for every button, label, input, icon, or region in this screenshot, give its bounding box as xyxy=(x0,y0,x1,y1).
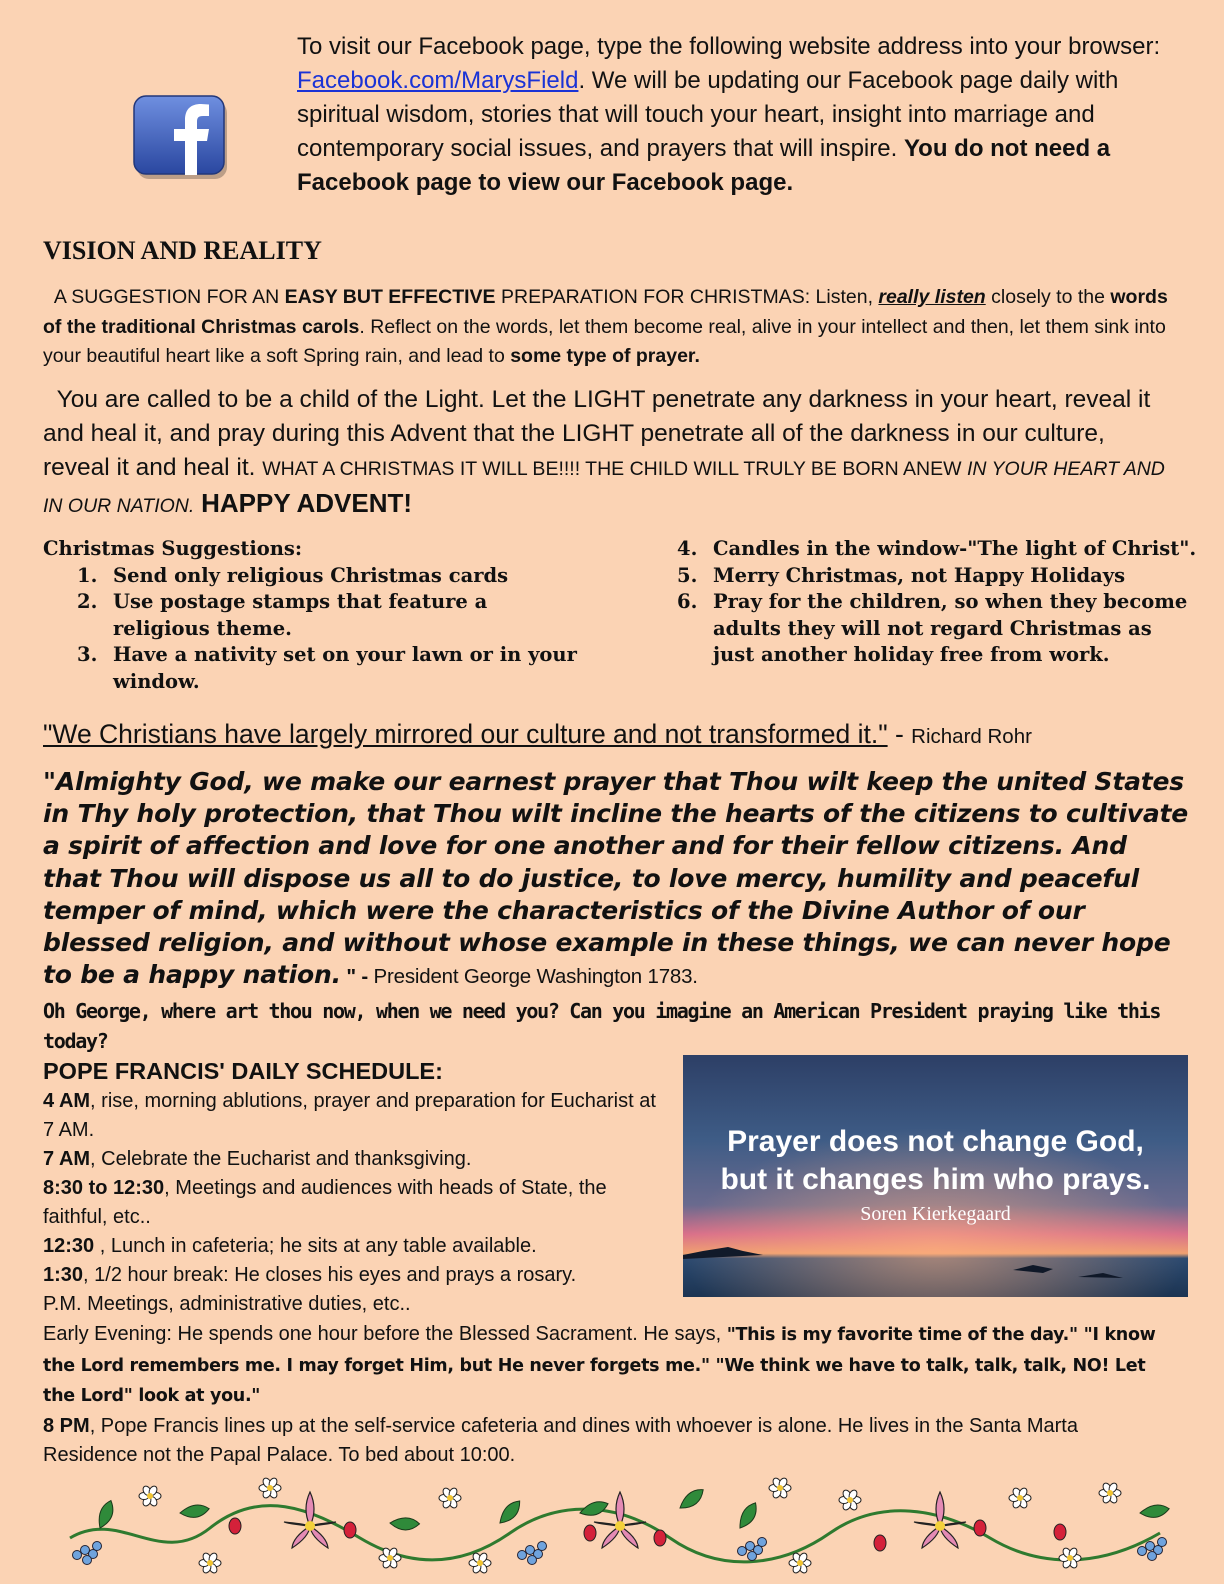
washington-prayer xyxy=(43,766,1193,993)
item-text: Merry Christmas, not Happy Holidays xyxy=(713,563,1126,587)
suggestions-title: Christmas Suggestions: xyxy=(43,537,303,560)
leaf xyxy=(580,1498,608,1518)
schedule-time: 7 AM xyxy=(43,1148,91,1170)
daisy-flower xyxy=(839,1489,861,1512)
facebook-bold-note: You do not need a Facebook page to view our Facebook page. xyxy=(297,135,1111,196)
pope-sayings: "This is my favorite time of the day." "I know the Lord remembers me. I may forget Him, but He never forgets me." "We think we have to talk, talk, talk, NO! Let the Lord" look at you." xyxy=(43,1325,1156,1406)
daisy-flower xyxy=(199,1552,221,1575)
item-number: 2. xyxy=(77,590,98,613)
close-quote: " xyxy=(340,965,356,989)
red-berry xyxy=(974,1520,986,1536)
prayer-text: "Almighty God, we make our earnest prayer that Thou wilt keep the united States in Thy holy protection, that Thou wilt incline the hearts of the citizens to cultivate a spirit of affection and love for one another and for their fellow citizens. And that Thou will dispose us all to do justice, to love mercy, humility and peaceful temper of mind, which were the characteristics of the Divine Author of our blessed religion, and without whose example in these things, we can never hope to be a happy nation. xyxy=(43,767,1189,990)
facebook-notice xyxy=(297,30,1177,200)
text-run: EASY BUT EFFECTIVE xyxy=(284,286,496,308)
daisy-flower xyxy=(1009,1487,1031,1510)
image-quote-line1: Prayer does not change God, xyxy=(727,1125,1144,1158)
blueberry xyxy=(73,1551,82,1560)
floral-border-decoration xyxy=(60,1468,1170,1578)
schedule-entry xyxy=(43,1145,668,1174)
item-text: Have a nativity set on your lawn or in your window. xyxy=(113,643,577,693)
item-text: Use postage stamps that feature a religious theme. xyxy=(113,590,488,640)
daisy-flower xyxy=(439,1487,461,1510)
blueberry xyxy=(1148,1552,1157,1561)
schedule-entry xyxy=(43,1087,668,1145)
blueberry xyxy=(83,1556,92,1565)
schedule-entry xyxy=(43,1261,668,1290)
list-item xyxy=(43,642,583,695)
item-number: 3. xyxy=(77,643,98,666)
text-run: words of the traditional Christmas carols xyxy=(43,286,1168,338)
blueberry xyxy=(748,1552,757,1561)
schedule-time: 1:30 xyxy=(43,1264,84,1286)
item-number: 1. xyxy=(77,563,98,587)
daisy-flower xyxy=(259,1477,281,1500)
daisy-flower xyxy=(769,1477,791,1500)
kierkegaard-quote-image xyxy=(683,1055,1188,1297)
schedule-text: , Meetings and audiences with heads of State, the faithful, etc.. xyxy=(43,1177,607,1228)
facebook-icon[interactable] xyxy=(133,95,229,179)
red-berry xyxy=(229,1518,241,1534)
blueberry xyxy=(1138,1547,1147,1556)
leaf xyxy=(733,1502,763,1528)
leaf xyxy=(390,1510,420,1536)
blueberry xyxy=(738,1547,747,1556)
daisy-flower xyxy=(789,1552,811,1575)
leaf xyxy=(677,1489,705,1509)
schedule-time: 8 PM xyxy=(43,1414,90,1437)
text-run: some type of prayer. xyxy=(510,345,700,367)
text-run: . Reflect on the words, let them become real, alive in your intellect and then, let them sink into your beautiful heart like a soft Spring rain, and lead to xyxy=(43,315,1166,367)
text-run: really listen xyxy=(878,286,986,308)
list-item xyxy=(677,536,1197,563)
schedule-text: , Lunch in cafeteria; he sits at any table available. xyxy=(94,1235,537,1257)
facebook-intro-text: To visit our Facebook page, type the following website address into your browser: xyxy=(297,33,1161,60)
blueberry xyxy=(518,1551,527,1560)
vision-heading: VISION AND REALITY xyxy=(43,236,322,265)
leaf xyxy=(1140,1499,1170,1522)
text-run: closely to the xyxy=(985,286,1111,308)
attribution-dash: - xyxy=(355,965,374,989)
list-item xyxy=(677,589,1197,669)
schedule-entry xyxy=(43,1174,668,1232)
leaf xyxy=(91,1500,121,1529)
blueberry xyxy=(93,1542,102,1551)
schedule-entry xyxy=(43,1232,668,1261)
red-berry xyxy=(874,1535,886,1551)
schedule-evening xyxy=(43,1320,1168,1412)
daisy-flower xyxy=(139,1485,161,1508)
pope-schedule xyxy=(43,1055,668,1319)
carols-suggestion-paragraph xyxy=(43,283,1173,372)
leaf xyxy=(180,1499,210,1522)
blueberry xyxy=(528,1556,537,1565)
christmas-suggestions-right xyxy=(677,536,1197,669)
schedule-text: , rise, morning ablutions, prayer and preparation for Eucharist at 7 AM. xyxy=(43,1090,656,1141)
item-number: 5. xyxy=(677,563,698,587)
item-text: Candles in the window-"The light of Christ". xyxy=(713,537,1197,560)
rohr-quote xyxy=(43,716,1193,755)
happy-advent-text: HAPPY ADVENT! xyxy=(201,488,413,518)
quote-author: Richard Rohr xyxy=(911,725,1032,748)
schedule-text: , Pope Francis lines up at the self-service cafeteria and dines with whoever is alone. He lives in the Santa Marta Residence not the Papal Palace. To bed about 10:00. xyxy=(43,1414,1078,1466)
text-run: You are called to be a child of the Light. Let the LIGHT penetrate any darkness in your heart, reveal it and heal it, and pray during this Advent that the LIGHT penetrate all of the darkness in our culture, reveal it and heal it. xyxy=(43,386,1151,481)
item-text: Send only religious Christmas cards xyxy=(113,563,509,587)
schedule-text: , Celebrate the Eucharist and thanksgiving. xyxy=(90,1148,472,1170)
text-run: A SUGGESTION FOR AN xyxy=(53,286,285,308)
evening-text: Early Evening: He spends one hour before the Blessed Sacrament. He says, xyxy=(43,1323,727,1345)
prayer-attribution: President George Washington 1783. xyxy=(373,965,698,989)
list-item xyxy=(43,589,583,642)
leaf xyxy=(495,1500,525,1523)
text-run: WHAT A CHRISTMAS IT WILL BE!!!! THE CHILD WILL TRULY BE BORN ANEW xyxy=(262,458,967,480)
pope-evening xyxy=(43,1320,1168,1471)
image-quote-line2: but it changes him who prays. xyxy=(720,1163,1151,1196)
item-text: Pray for the children, so when they become adults they will not regard Christmas as just another holiday free from work. xyxy=(713,590,1188,666)
facebook-link[interactable]: Facebook.com/MarysField xyxy=(297,67,579,94)
daisy-flower xyxy=(1099,1482,1121,1505)
item-number: 6. xyxy=(677,590,698,613)
george-comment: Oh George, where art thou now, when we need you? Can you imagine an American President praying like this today? xyxy=(43,999,1161,1053)
child-of-light-paragraph xyxy=(43,383,1178,523)
schedule-pm: P.M. Meetings, administrative duties, etc.. xyxy=(43,1293,411,1315)
red-berry xyxy=(1054,1524,1066,1540)
schedule-night xyxy=(43,1412,1168,1471)
schedule-time: 4 AM xyxy=(43,1090,91,1112)
quote-dash: - xyxy=(887,719,912,749)
daisy-flower xyxy=(469,1552,491,1575)
schedule-time: 8:30 to 12:30 xyxy=(43,1177,165,1199)
facebook-description: . We will be updating our Facebook page daily with spiritual wisdom, stories that will touch your heart, insight into marriage and contemporary social issues, and prayers that will inspire. xyxy=(297,67,1119,162)
list-item xyxy=(677,563,1197,590)
schedule-text: , 1/2 hour break: He closes his eyes and prays a rosary. xyxy=(83,1264,577,1286)
pope-schedule-title: POPE FRANCIS' DAILY SCHEDULE: xyxy=(43,1058,443,1084)
text-run: IN YOUR HEART AND IN OUR NATION. xyxy=(43,458,1165,517)
pink-lily-flower xyxy=(914,1492,966,1548)
quote-text: "We Christians have largely mirrored our culture and not transformed it." xyxy=(43,719,888,749)
christmas-suggestions-left xyxy=(43,536,583,695)
blueberry xyxy=(758,1538,767,1547)
schedule-time: 12:30 xyxy=(43,1235,95,1257)
red-berry xyxy=(584,1525,596,1541)
blueberry xyxy=(1158,1538,1167,1547)
red-berry xyxy=(654,1530,666,1546)
blueberry xyxy=(538,1542,547,1551)
item-number: 4. xyxy=(677,537,698,560)
text-run: PREPARATION FOR CHRISTMAS: Listen, xyxy=(495,286,879,308)
image-quote-author: Soren Kierkegaard xyxy=(860,1203,1011,1225)
daisy-flower xyxy=(1059,1547,1081,1570)
list-item xyxy=(43,563,583,590)
red-berry xyxy=(344,1522,356,1538)
